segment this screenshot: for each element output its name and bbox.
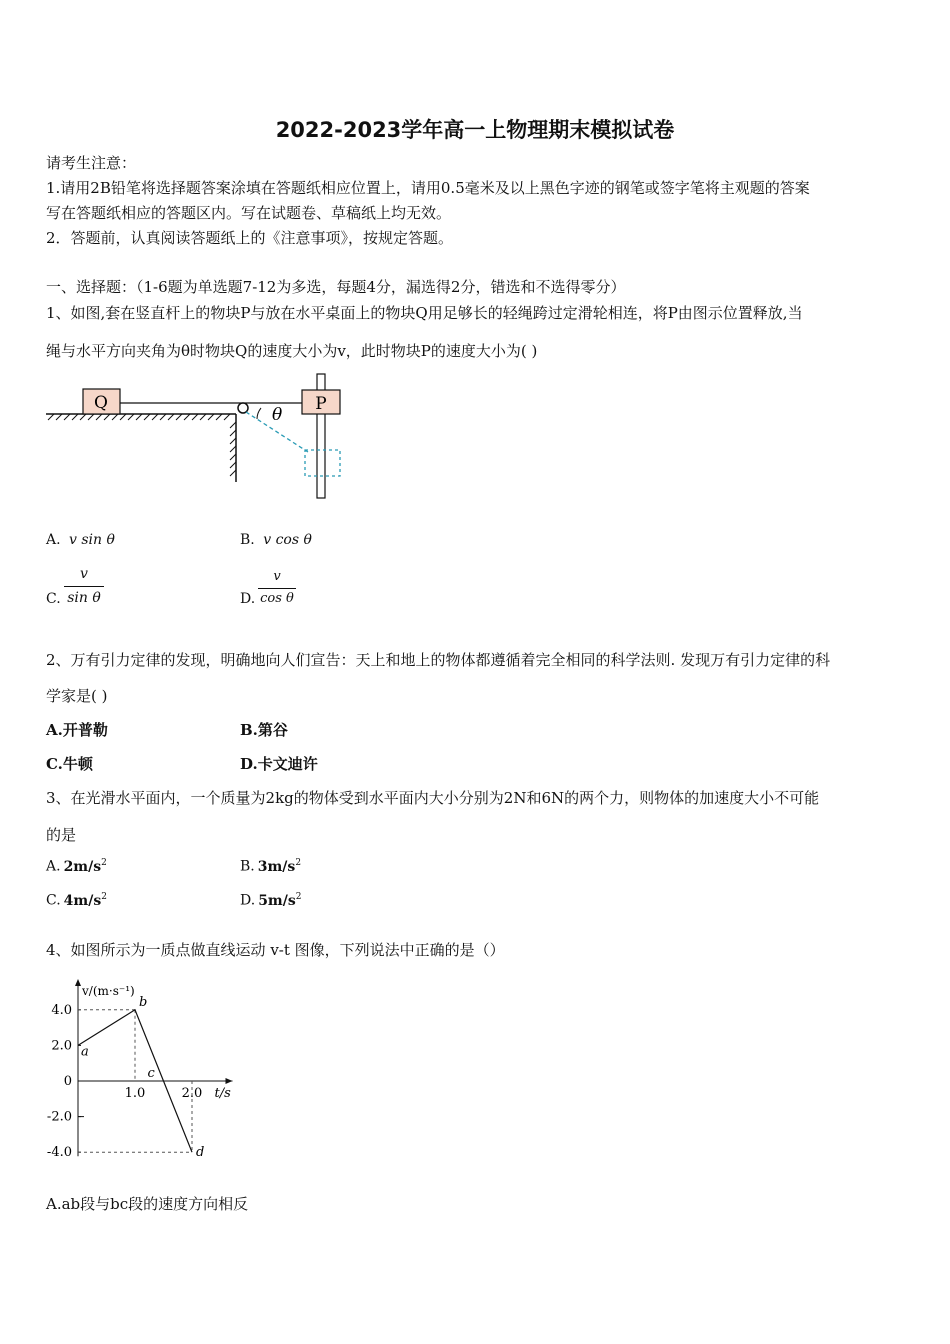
q1-pulley-figure: [40, 370, 360, 505]
option-value: 4m/s: [63, 892, 102, 909]
q2-option-c[interactable]: C.牛顿: [46, 755, 93, 773]
option-expr: v cos θ: [263, 532, 312, 548]
option-label: D.: [240, 892, 256, 909]
option-expr: v sin θ: [69, 532, 115, 548]
option-exponent: 2: [101, 858, 107, 868]
theta-label: θ: [272, 405, 283, 425]
option-value: 5m/s: [258, 892, 296, 909]
y-tick-label: 2.0: [51, 1038, 72, 1054]
q3-option-d[interactable]: [240, 892, 301, 909]
y-tick-label: -4.0: [46, 1145, 72, 1161]
q1-option-a[interactable]: [46, 532, 115, 548]
q2-option-d[interactable]: D.卡文迪许: [240, 755, 318, 773]
q3-option-c[interactable]: [46, 892, 107, 909]
q2-option-a[interactable]: A.开普勒: [46, 721, 108, 739]
q3-option-b[interactable]: [240, 858, 301, 875]
q2-stem-line1: 2、万有引力定律的发现，明确地向人们宣告：天上和地上的物体都遵循着完全相同的科学法则. 发现万有引力定律的科: [46, 651, 831, 669]
pulley-icon: [238, 403, 248, 413]
q1-option-c[interactable]: [46, 591, 61, 607]
fraction-denominator: cos θ: [260, 591, 294, 606]
notice-item1-line1: 1.请用2B铅笔将选择题答案涂填在答题纸相应位置上，请用0.5毫米及以上黑色字迹的钢笔或签字笔将主观题的答案: [46, 179, 810, 197]
y-axis-arrow: [75, 979, 81, 986]
option-label: C.: [46, 591, 61, 607]
q1-stem-line1: 1、如图,套在竖直杆上的物块P与放在水平桌面上的物块Q用足够长的轻绳跨过定滑轮相连，将P由图示位置释放,当: [46, 304, 803, 322]
q3-stem-line1: 3、在光滑水平面内，一个质量为2kg的物体受到水平面内大小分别为2N和6N的两个力，则物体的加速度大小不可能: [46, 789, 820, 807]
x-axis-arrow: [226, 1078, 233, 1084]
section-heading: 一、选择题：（1-6题为单选题7-12为多选，每题4分，漏选得2分，错选和不选得零分）: [46, 278, 626, 296]
point-label-d: d: [196, 1145, 205, 1161]
q2-option-b[interactable]: B.第谷: [240, 721, 288, 739]
q2-stem-line2: 学家是( ): [46, 687, 108, 705]
block-p-label: P: [315, 394, 327, 414]
option-label: C.: [46, 892, 61, 909]
q1-option-b[interactable]: [240, 532, 312, 548]
x-tick-label: 1.0: [124, 1086, 146, 1101]
x-axis-label: t/s: [214, 1086, 231, 1101]
page-title: 2022-2023学年高一上物理期末模拟试卷: [275, 118, 675, 142]
option-exponent: 2: [101, 892, 107, 902]
q4-stem: 4、如图所示为一质点做直线运动 v-t 图像，下列说法中正确的是（）: [46, 941, 505, 959]
x-tick-label: 2.0: [181, 1086, 203, 1101]
q1-option-d-fraction: [258, 569, 296, 611]
q1-stem-line2: 绳与水平方向夹角为θ时物块Q的速度大小为v，此时物块P的速度大小为( ): [46, 342, 538, 360]
q4-option-a[interactable]: A.ab段与bc段的速度方向相反: [46, 1195, 249, 1213]
option-value: 3m/s: [257, 858, 296, 875]
q3-option-a[interactable]: [46, 858, 107, 875]
option-exponent: 2: [295, 892, 302, 902]
option-label: D.: [240, 591, 256, 607]
y-tick-label: -2.0: [46, 1109, 72, 1125]
y-tick-label: 4.0: [51, 1002, 72, 1018]
y-tick-label: 0: [63, 1074, 72, 1089]
q1-option-d[interactable]: [240, 591, 255, 607]
point-label-a: a: [81, 1044, 89, 1060]
block-q-label: Q: [94, 393, 108, 413]
option-label: A.: [46, 532, 61, 548]
notice-heading: 请考生注意：: [46, 154, 137, 172]
q1-option-c-fraction: [64, 566, 104, 612]
fraction-numerator: v: [273, 569, 281, 584]
q3-stem-line2: 的是: [46, 826, 77, 844]
y-axis-label: v/(m·s⁻¹): [82, 984, 135, 998]
option-label: B.: [240, 532, 255, 548]
fraction-numerator: v: [80, 566, 88, 582]
notice-item2: 2．答题前，认真阅读答题纸上的《注意事项》，按规定答题。: [46, 229, 454, 247]
fraction-denominator: sin θ: [67, 590, 101, 606]
option-value: 2m/s: [63, 858, 102, 875]
point-label-c: c: [147, 1066, 155, 1081]
option-label: A.: [46, 858, 61, 875]
notice-item1-line2: 写在答题纸相应的答题区内。写在试题卷、草稿纸上均无效。: [46, 204, 452, 222]
option-exponent: 2: [295, 858, 302, 868]
point-label-b: b: [139, 994, 148, 1010]
q4-vt-chart: [40, 975, 240, 1165]
option-label: B.: [240, 858, 255, 875]
